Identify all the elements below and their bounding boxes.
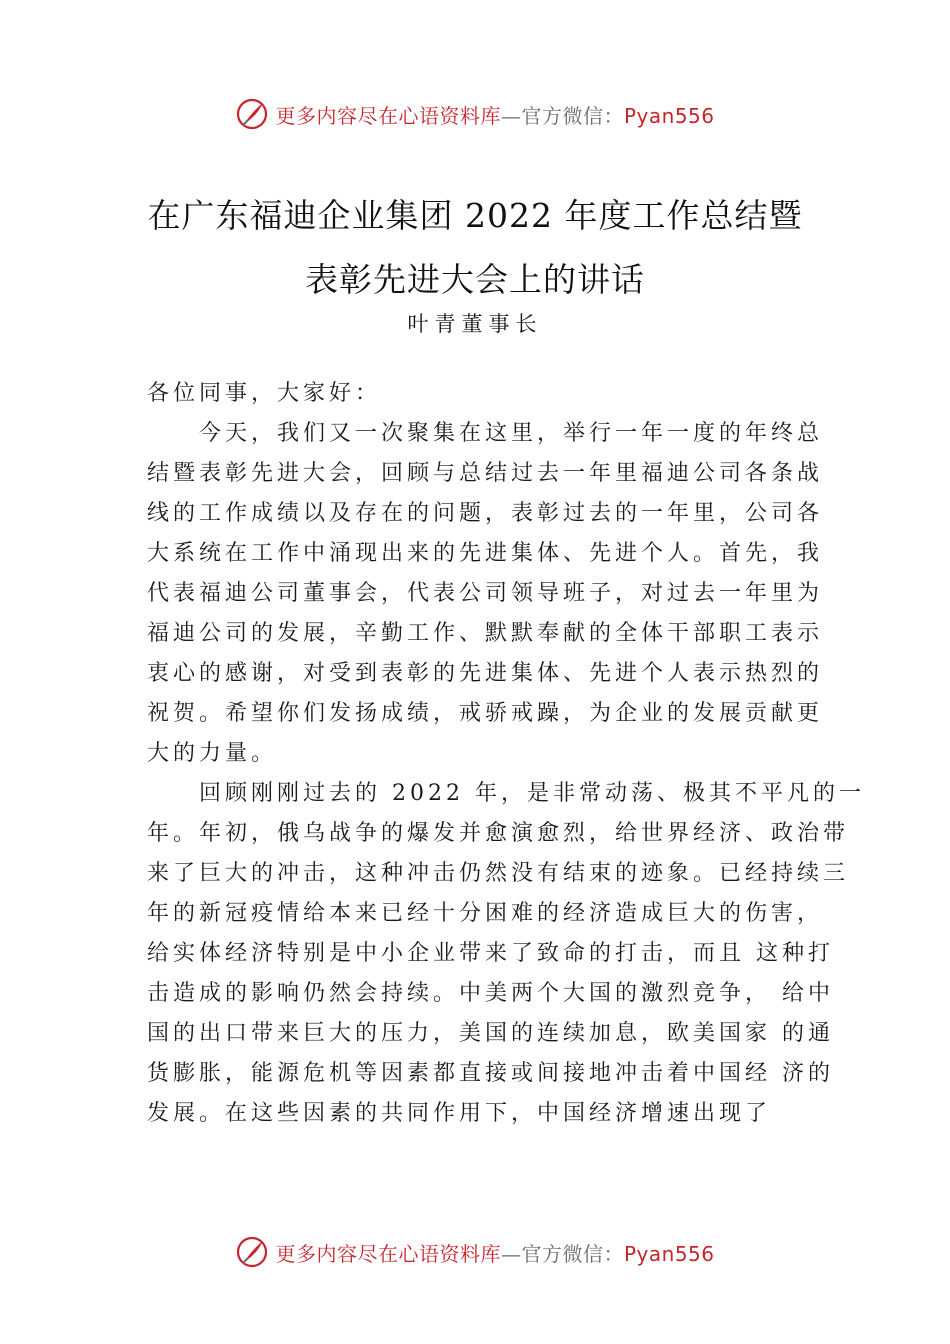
body-line: 来了巨大的冲击，这种冲击仍然没有结束的迹象。已经持续三 [147, 861, 850, 886]
body-line: 大系统在工作中涌现出来的先进集体、先进个人。首先，我 [147, 541, 824, 566]
feather-pen-icon [235, 1235, 269, 1269]
body-line: 货膨胀，能源危机等因素都直接或间接地冲击着中国经 济的 [147, 1061, 834, 1086]
watermark-dash: — [500, 103, 522, 128]
body-line: 福迪公司的发展，辛勤工作、默默奉献的全体干部职工表示 [147, 621, 824, 646]
body-line: 代表福迪公司董事会，代表公司领导班子，对过去一年里为 [147, 581, 824, 606]
body-line: 衷心的感谢，对受到表彰的先进集体、先进个人表示热烈的 [147, 661, 824, 686]
body-line: 回顾刚刚过去的 2022 年，是非常动荡、极其不平凡的一 [147, 781, 865, 806]
watermark-main: 更多内容尽在心语资料库 [275, 1241, 501, 1266]
feather-pen-icon [235, 97, 269, 131]
body-line: 给实体经济特别是中小企业带来了致命的打击，而且 这种打 [147, 941, 834, 966]
body-line: 祝贺。希望你们发扬成绩，戒骄戒躁，为企业的发展贡献更 [147, 701, 824, 726]
watermark-dash: — [500, 1241, 522, 1266]
body-line: 今天，我们又一次聚集在这里，举行一年一度的年终总 [147, 421, 824, 446]
watermark-text [275, 1238, 714, 1267]
body-line: 年。年初，俄乌战争的爆发并愈演愈烈，给世界经济、政治带 [147, 821, 850, 846]
header-watermark [0, 94, 950, 134]
body-line: 各位同事，大家好： [147, 381, 382, 406]
body-line: 大的力量。 [147, 741, 278, 766]
document-author: 叶青董事长 [407, 312, 543, 336]
watermark-handle: Pyan556 [623, 103, 715, 128]
body-line: 线的工作成绩以及存在的问题，表彰过去的一年里，公司各 [147, 501, 824, 526]
footer-watermark [0, 1232, 950, 1272]
document-title-line-1: 在广东福迪企业集团 2022 年度工作总结暨 [147, 196, 803, 235]
body-line: 击造成的影响仍然会持续。中美两个大国的激烈竞争， 给中 [147, 981, 834, 1006]
body-line: 国的出口带来巨大的压力，美国的连续加息，欧美国家 的通 [147, 1021, 834, 1046]
document-title-line-2: 表彰先进大会上的讲话 [305, 260, 645, 299]
watermark-text [275, 100, 714, 129]
body-line: 结暨表彰先进大会，回顾与总结过去一年里福迪公司各条战 [147, 461, 824, 486]
watermark-label: 官方微信： [521, 1241, 624, 1266]
body-line: 年的新冠疫情给本来已经十分困难的经济造成巨大的伤害， [147, 901, 824, 926]
body-line: 发展。在这些因素的共同作用下，中国经济增速出现了 [147, 1101, 772, 1126]
watermark-label: 官方微信： [521, 103, 624, 128]
watermark-handle: Pyan556 [623, 1241, 715, 1266]
watermark-main: 更多内容尽在心语资料库 [275, 103, 501, 128]
